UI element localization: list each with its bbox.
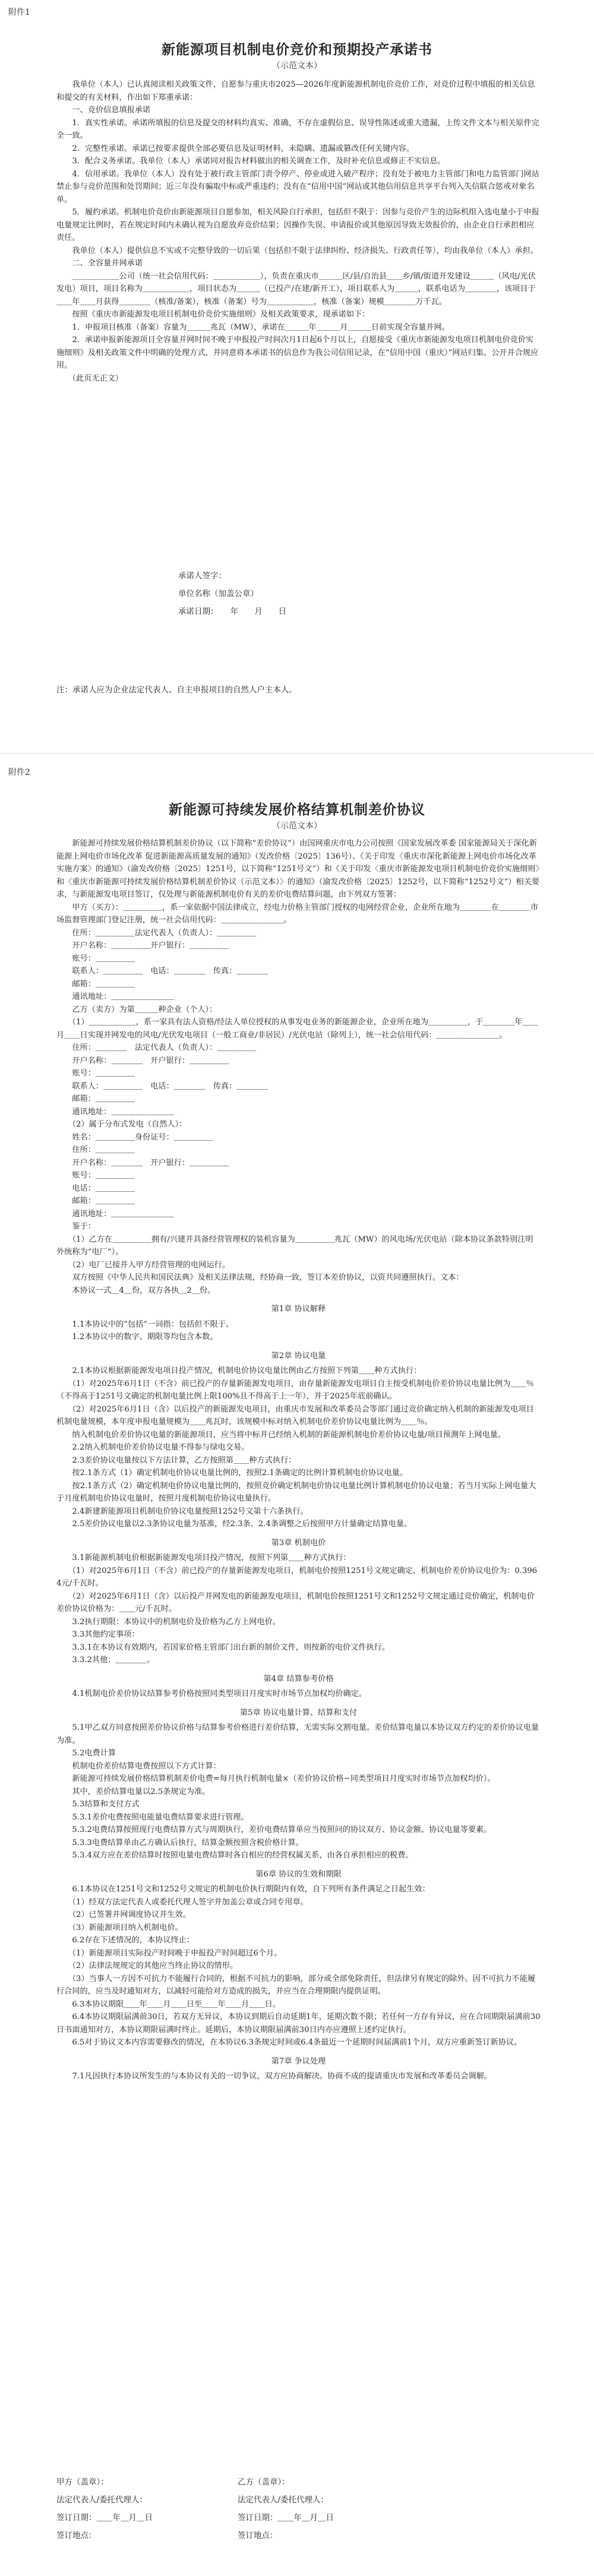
chapter-heading: 第4章 结算参考价格 bbox=[263, 1674, 334, 1683]
paragraph: 住所：＿＿＿＿＿法定代表人（负责人）：＿＿＿＿＿ bbox=[56, 928, 257, 938]
paragraph: 账号：＿＿＿＿＿ bbox=[56, 954, 135, 963]
date-label: 承诺日期： 年 月 日 bbox=[178, 607, 287, 616]
paragraph: 1.2本协议中的数字、期限等均包含本数。 bbox=[56, 1333, 218, 1341]
paragraph: 邮箱：＿＿＿＿＿ bbox=[56, 979, 135, 989]
paragraph: 鉴于： bbox=[56, 1222, 96, 1231]
paragraph: （2）电厂已接并入甲方经营管理的电网运行。 bbox=[56, 1260, 230, 1270]
attachment-label: 附件2 bbox=[8, 768, 30, 777]
party-a-label: 甲方（盖章）： bbox=[56, 2477, 109, 2487]
paragraph: 开户名称：＿＿＿＿ 开户银行：＿＿＿＿＿ bbox=[56, 1158, 229, 1167]
doc-title: 新能源可持续发展价格结算机制差价协议 bbox=[169, 802, 425, 818]
paragraph: 2．完整性承诺。承诺已按要求提供全部必要信息及证明材料，未隐瞒、遗漏或篡改任何关键内容。 bbox=[56, 144, 414, 153]
paragraph: 一、竞价信息填报承诺 bbox=[56, 106, 151, 115]
paragraph: 3.3.2其他：＿＿＿＿。 bbox=[56, 1656, 155, 1664]
paragraph: 2.5差价协议电量以2.3条协议电量为基准，经2.3条、2.4条调整之后按照甲方计量确定结算电量。 bbox=[56, 1520, 412, 1528]
paragraph: 1．申报项目核准（备案）容量为＿＿＿兆瓦（MW），承诺在＿＿＿年＿＿＿月＿＿＿日前实现全容量并网。 bbox=[56, 322, 450, 332]
paragraph: 通讯地址：＿＿＿＿＿＿＿＿ bbox=[56, 1107, 174, 1116]
paragraph: 6.5对于协议文本内容需要修改的情况，在本协议6.3条规定时间或6.4条最近一个延期时间届满前1个月，双方应重新签订新协议。 bbox=[56, 2038, 522, 2047]
chapter-heading: 第3章 机制电价 bbox=[271, 1538, 326, 1548]
seal-label: 单位名称（加盖公章） bbox=[178, 589, 258, 599]
paragraph: （1）对2025年6月1日（不含）前已投产的存量新能源发电项目，由存量新能源发电项目自主按受机制电价差价协议电量比例为＿＿％（不得高于1251号文确定的机制电量比例上限100%且不得高于上一年），并于2025年底前确认。 bbox=[56, 1379, 534, 1401]
chapter-heading: 第5章 协议电量计算、结算和支付 bbox=[239, 1708, 358, 1717]
doc-title: 新能源项目机制电价竞价和预期投产承诺书 bbox=[162, 42, 432, 58]
paragraph: 纳入机制电价差价协议电量的新能源项目，应当将中标并已经纳入机制的新能源机制电价差价协议电量/项目预测年上网电量。 bbox=[56, 1430, 506, 1439]
paragraph: 账号：＿＿＿＿＿ bbox=[56, 1171, 135, 1180]
paragraph: 3.3其他约定事项： bbox=[56, 1630, 140, 1639]
paragraph: 1.1本协议中的“包括”一词指：包括但不限于。 bbox=[56, 1319, 234, 1329]
paragraph: 开户名称：＿＿＿＿ 开户银行：＿＿＿＿＿ bbox=[56, 1056, 229, 1065]
paragraph: 通讯地址：＿＿＿＿＿＿＿＿ bbox=[56, 1209, 174, 1219]
paragraph: 其中，差价结算电量以2.5条规定为准。 bbox=[56, 1787, 210, 1796]
paragraph: 3.3.1在本协议有效期内，若国家价格主管部门出台新的制价文件，则按新的电价文件执行。 bbox=[56, 1643, 390, 1652]
doc-body bbox=[56, 78, 541, 385]
paragraph: 我单位（本人）已认真阅读相关政策文件，自愿参与重庆市2025—2026年度新能源机制电价竞价工作，对竞价过程中填报的相关信息和提交的有关材料，作出如下郑重承诺： bbox=[56, 80, 535, 102]
party-a-date: 签订日期：＿＿年＿月＿日 bbox=[56, 2513, 153, 2523]
paragraph: （2）法律法规规定的其他应当终止协议的情形。 bbox=[56, 1961, 238, 1970]
paragraph: （2）已签署并网调度协议并生效。 bbox=[56, 1910, 191, 1919]
party-b-label: 乙方（盖章）： bbox=[238, 2477, 290, 2487]
chapter-heading: 第1章 协议解释 bbox=[271, 1305, 326, 1314]
paragraph: 1．真实性承诺。承诺所填报的信息及提交的材料均真实、准确，不存在虚假信息、误导性陈述或重大遗漏，上传文件文本与相关原件完全一致。 bbox=[56, 118, 539, 140]
paragraph: 联系人：＿＿＿＿＿ 电话：＿＿＿＿ 传真：＿＿＿＿ bbox=[56, 967, 268, 976]
paragraph: 5.3.3电费结算单由乙方确认后执行，结算金额按照含税价格计算。 bbox=[56, 1838, 304, 1847]
party-b-signature bbox=[238, 2473, 334, 2545]
paragraph: （3）当事人一方因不可抗力不能履行合同的，根据不可抗力的影响，部分或全部免除责任，但法律另有规定的除外。因不可抗力不能履行合同的，应当及时通知对方，以减轻可能给对方造成的损失，并应当在合理期限内提供证明。 bbox=[56, 1974, 536, 1996]
paragraph: 5.3结算和支付方式 bbox=[56, 1800, 140, 1809]
doc-body bbox=[56, 837, 541, 2083]
paragraph: 6.1本协议在1251号文和1252号文规定的机制电价执行期限内有效，自下列所有条件满足之日起生效： bbox=[56, 1885, 430, 1894]
paragraph: 3.1新能源机制电价根据新能源发电项目投产情况，按照下列第＿＿种方式执行： bbox=[56, 1553, 351, 1562]
paragraph: 新能源可持续发展价格结算机制差价协议（以下简称“差价协议”）由国网重庆市电力公司按照《国家发展改革委 国家能源局关于深化新能源上网电价市场化改革 促进新能源高质量发展的通知》（发改价格〔2025〕136号）、《关于印发〈重庆市深化新能源上网电价市场化改革实施方案〉的通知》（渝发改价格〔2025〕1251号，以下简称“1251号文”）和《关于印发〈重庆市新能源发电项目机制电价竞价实施细则〉和〈重庆市新能源可持续发展价格结算机制差价协议（示范文本）〉的通知》（渝发改价格〔2025〕1252号，以下简称“1252号文”）相关要求，与新能源发电项目签订，仅处理与新能源机制电价有关的差价电费结算问题，由下列双方签署： bbox=[56, 839, 540, 899]
paragraph: ＿＿＿＿＿＿公司（统一社会信用代码：＿＿＿＿＿＿），负责在重庆市＿＿＿区/县/自治县＿＿乡/镇/街道开发建设＿＿＿（风电/光伏发电）项目，项目名称为＿＿＿＿＿＿，项目状态为＿＿＿（已投产/在建/新开工），项目联系人为＿＿＿，联系电话为＿＿＿＿，该项目于＿＿年＿＿月获得＿＿＿＿（核准/备案），核准（备案）号为＿＿＿＿＿＿，核准（备案）规模＿＿＿＿万千瓦。 bbox=[56, 271, 536, 306]
paragraph: 电话：＿＿＿＿＿ bbox=[56, 1183, 135, 1193]
paragraph: （1）新能源项目实际投产时间晚于申报投产时间超过6个月。 bbox=[56, 1948, 282, 1958]
paragraph: 邮箱：＿＿＿＿＿ bbox=[56, 1197, 135, 1205]
attachment-label: 附件1 bbox=[8, 8, 30, 17]
party-b-date: 签订日期：＿＿年＿月＿日 bbox=[238, 2513, 334, 2523]
paragraph: （此页无正文） bbox=[56, 374, 124, 383]
paragraph: 6.4本协议期限届满前30日，若双方无异议，本协议到期后自动延期1年，延期次数不限；若任何一方存有异议，应在合同期限届满前30日书面通知对方，本协议期限届满时终止。延期后，本协议期限届满前30日内亦应遵照上述约定执行。 bbox=[56, 2012, 541, 2034]
paragraph: 按照《重庆市新能源发电项目机制电价竞价实施细则》及相关政策要求，现承诺如下： bbox=[56, 310, 370, 319]
paragraph: 2．承诺申报新能源项目全容量并网时间不晚于申报投产时间次月1日起6个月以上，自愿接受《重庆市新能源发电项目机制电价竞价实施细则》及相关政策文件中明确的处理方式，并同意将本承诺书的信息作为我公司信用记录，在“信用中国（重庆）”网站归集、公开并合规应用。 bbox=[56, 336, 539, 370]
paragraph: 5.3.2电费结算按照现行电费结算方式与周期执行，差价电费结算单应当按照问的协议双方、协议金额、协议电量等要素。 bbox=[56, 1825, 492, 1834]
paragraph: 5.3.4双方应在差价结算时按照电量电费结算时各自相应的经营权属关系，由各自承担相应的税费。 bbox=[56, 1851, 413, 1860]
paragraph: （1）＿＿＿＿＿＿，系一家具有法人资格/经法人单位授权的从事发电业务的新能源企业，企业所在地为＿＿＿＿＿，于＿＿＿＿年＿＿月＿＿日实现并网发电的风电/光伏发电项目（一般工商业/非居民）/光伏电站（除列上），统一社会信用代码：＿＿＿＿＿＿＿＿。 bbox=[56, 1018, 538, 1040]
doc-subtitle: （示范文本） bbox=[272, 821, 322, 831]
paragraph: 6.2存在下述情况的，本协议终止： bbox=[56, 1936, 194, 1945]
paragraph: 2.1本协议根据新能源发电项目投产情况，机制电价协议电量比例由乙方按照下列第＿＿种方式执行： bbox=[56, 1366, 422, 1375]
paragraph: 联系人：＿＿＿＿＿ 电话：＿＿＿＿ 传真：＿＿＿＿ bbox=[56, 1081, 268, 1091]
paragraph: （3）新能源项目纳入机制电价。 bbox=[56, 1923, 183, 1932]
paragraph: 3.2执行期限：本协议中的机制电价及价格为乙方上网电价。 bbox=[56, 1617, 281, 1626]
paragraph: 4．信用承诺。我单位（本人）没有处于被行政主管部门责令停产、停业或进入破产程序；没有处于被电力主管部门和电力监管部门网站禁止参与竞价范围和处罚期间；近三年没有骗取中标或严重违约；没有在“信用中国”网站或其他信用信息共享平台列入失信联合惩戒对象名单。 bbox=[56, 169, 539, 204]
page-2 bbox=[0, 760, 594, 2576]
paragraph: （1）乙方在＿＿＿＿＿拥有/兴建并具备经营管理权的装机容量为＿＿＿＿＿兆瓦（MW）的风电场/光伏电站（除本协议条款特别注明外统称为“电厂”）。 bbox=[56, 1235, 533, 1257]
paragraph: 住所：＿＿＿＿＿ bbox=[56, 1145, 135, 1154]
paragraph: 2.2纳入机制电价差价协议电量不得参与绿电交易。 bbox=[56, 1443, 249, 1452]
paragraph: 4.1机制电价差价协议结算参考价格按照同类型项目月度实时市场节点加权均价确定。 bbox=[56, 1689, 367, 1698]
paragraph: 甲方（买方）：＿＿＿＿＿，系一家依据中国法律成立，经电力价格主管部门授权的电网经营企业，企业所在地为＿＿＿＿在＿＿＿＿市场监督管理部门登记注册，统一社会信用代码：＿＿＿＿＿＿＿＿。 bbox=[56, 903, 539, 925]
page-1 bbox=[0, 0, 594, 760]
paragraph: 5.1甲乙双方同意按照差价协议价格与结算参考价格进行差价结算，无需实际交割电量。差价结算电量以本协议双方约定的差价协议电量为准。 bbox=[56, 1723, 539, 1745]
chapter-heading: 第2章 协议电量 bbox=[271, 1351, 326, 1360]
party-b-rep: 法定代表人/委托代理人： bbox=[238, 2495, 329, 2505]
page-divider bbox=[0, 753, 594, 754]
paragraph: 机制电价差价结算电费按照以下方式计算： bbox=[56, 1761, 221, 1771]
paragraph: 2.3差价协议电量按以下方法计算，乙方按照第＿＿种方式执行： bbox=[56, 1455, 296, 1465]
party-a-rep: 法定代表人/委托代理人： bbox=[56, 2495, 148, 2505]
signature-block bbox=[178, 567, 286, 621]
paragraph: 7.1凡因执行本协议所发生的与本协议有关的一切争议，双方应协商解决。协商不成的提请重庆市发展和改革委员会调解。 bbox=[56, 2072, 492, 2081]
paragraph: 姓名：＿＿＿＿＿身份证号：＿＿＿＿＿ bbox=[56, 1132, 213, 1142]
paragraph: （2）对2025年6月1日（含）以后投产的新能源发电项目，由重庆市发展和改革委员会等部门通过竞价确定纳入机制的新能源发电项目机制电量规模，本年度申报电量规模为＿＿兆瓦时，该规模中标对纳入机制电价差价协议电量比例为＿＿％。 bbox=[56, 1404, 534, 1426]
paragraph: 通讯地址：＿＿＿＿＿＿＿＿ bbox=[56, 992, 174, 1001]
paragraph: 6.3本协议期限＿＿年＿＿月＿＿日至＿＿年＿＿月＿＿日。 bbox=[56, 1999, 281, 2009]
paragraph: （2）对2025年6月1日（含）以后投产并网发电的新能源发电项目，机制电价按照1251号文和1252号文规定通过竞价确定，机制电价差价协议价格为：＿＿元/千瓦时。 bbox=[56, 1591, 535, 1613]
party-a-place: 签订地点： bbox=[56, 2531, 97, 2540]
paragraph: （1）对2025年6月1日（不含）前已投产的存量新能源发电项目，机制电价按照1251号文规定确定，机制电价差价协议电价为：0.3964元/千瓦时。 bbox=[56, 1566, 538, 1588]
paragraph: 邮箱：＿＿＿＿＿ bbox=[56, 1094, 135, 1103]
paragraph: 住所：＿＿＿＿ 法定代表人（负责人）：＿＿＿＿＿ bbox=[56, 1043, 257, 1052]
paragraph: 5.3.1差价电费按照电能量电费结算要求进行管理。 bbox=[56, 1812, 249, 1822]
chapter-heading: 第7章 争议处理 bbox=[271, 2056, 326, 2066]
paragraph: 3．配合义务承诺。我单位（本人）承诺同对报告材料做出的相关调查工作，及时补充信息或修正不实信息。 bbox=[56, 157, 446, 166]
party-b-place: 签订地点： bbox=[238, 2531, 278, 2540]
paragraph: 乙方（卖方）为第＿＿＿种企业（个人）： bbox=[56, 1005, 217, 1014]
paragraph: 开户名称：＿＿＿＿＿开户银行：＿＿＿＿＿ bbox=[56, 941, 229, 950]
party-a-signature bbox=[56, 2473, 153, 2545]
paragraph: 我单位（本人）提供信息不实或不完整导致的一切后果（包括但不限于法律纠纷、经济损失、行政责任等），均由我单位（本人）承担。 bbox=[56, 246, 539, 255]
paragraph: （2）属于分布式发电（自然人）： bbox=[56, 1120, 187, 1129]
chapter-heading: 第6章 协议的生效和期限 bbox=[255, 1869, 342, 1879]
paragraph: 5．履约承诺。机制电价竞价由新能源项目自愿参加，相关风险自行承担，包括但不限于：因参与竞价产生的边际机组入选电量小于申报电量规定比例时，若在规定时间内未确认视为自愿放弃竞价结果；因操作失误、申请报价或其他原因导致无效报价的，由企业自行承担相应责任。 bbox=[56, 208, 539, 242]
paragraph: 双方按照《中华人民共和国民法典》及相关法律法规，经协商一致，签订本差价协议，以资共同遵照执行。文本： bbox=[56, 1273, 464, 1282]
paragraph: 本协议一式＿4＿份，双方各执＿2＿份。 bbox=[56, 1286, 216, 1295]
paragraph: 按2.1条方式（1）确定机制电价协议电量比例的，按照2.1条确定的比例计算机制电价协议电量。 bbox=[56, 1469, 408, 1477]
signer-label: 承诺人签字： bbox=[178, 571, 226, 581]
paragraph: （1）经双方法定代表人或委托代理人签字并加盖公章或合同专用章。 bbox=[56, 1897, 308, 1907]
paragraph: 新能源可持续发展价格结算机制差价电费=每月执行机制电量×（差价协议价格−同类型项目月度实时市场节点加权均价）。 bbox=[56, 1774, 495, 1783]
paragraph: 账号：＿＿＿＿＿ bbox=[56, 1069, 135, 1078]
doc-subtitle: （示范文本） bbox=[272, 61, 322, 71]
paragraph: 2.4新建新能源项目机制电价协议电量按照1252号文第十六条执行。 bbox=[56, 1507, 308, 1516]
paragraph: 按2.1条方式（2）确定机制电价协议电量比例的，按照竞价确定机制电价协议电量比例计算机制电价协议电量；若当月实际上网电量大于月度机制电价协议电量时，按照月度机制电价协议电量执行。 bbox=[56, 1481, 536, 1503]
paragraph: 5.2电费计算 bbox=[56, 1749, 116, 1758]
footnote: 注：承诺人应为企业法定代表人、自主申报项目的自然人户主本人。 bbox=[56, 685, 297, 695]
paragraph: 二、全容量并网承诺 bbox=[56, 259, 143, 268]
